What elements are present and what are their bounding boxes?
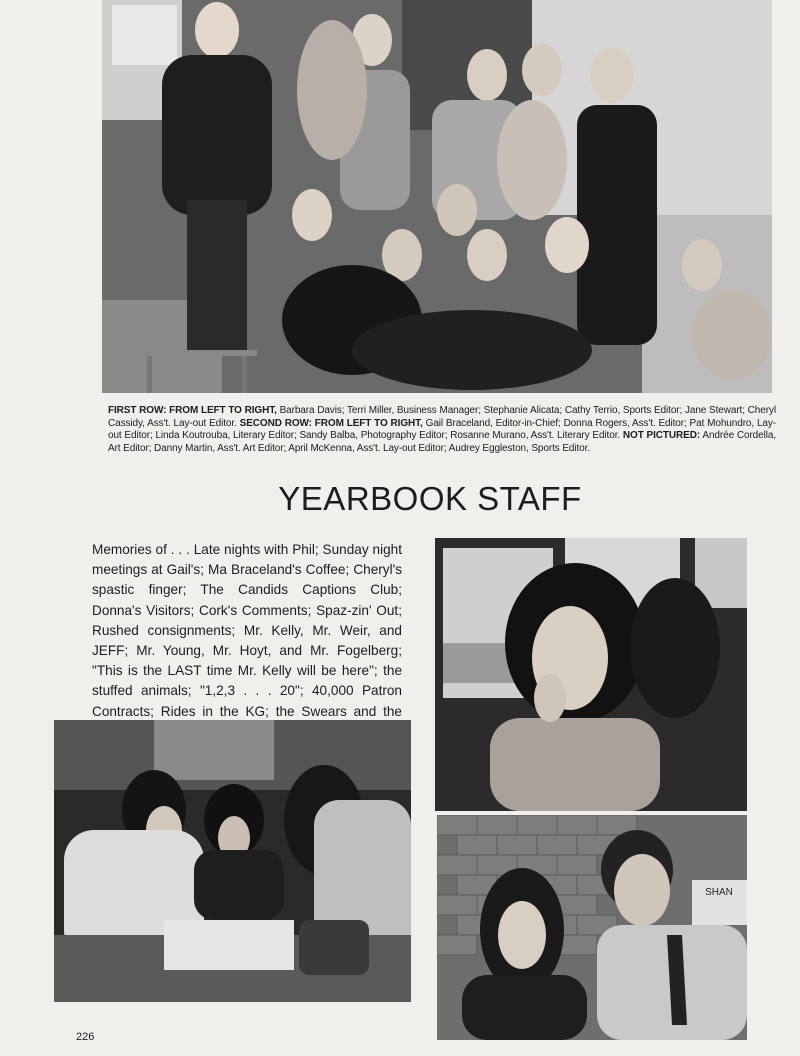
caption-first-row-heading: FIRST ROW: FROM LEFT TO RIGHT, xyxy=(108,405,277,416)
working-group-photo xyxy=(54,720,411,1002)
caption-first-row-names: Barbara Davis; Terri Miller, Business Manager; Stephanie Alicata; Cathy Terrio, Sports Editor; Jane Stewart; Cheryl Cassidy, Ass't. Lay-out Editor. xyxy=(108,405,776,429)
sign-text: SHAN xyxy=(705,887,733,898)
pair-photo xyxy=(437,815,747,1040)
caption-not-pictured-heading: NOT PICTURED: xyxy=(622,430,701,442)
portrait-photo-icon xyxy=(435,538,747,811)
page-number: 226 xyxy=(76,1031,95,1043)
caption-not-pictured-names: Andrée Cordella, Art Editor; Danny Martin, Ass't. Art Editor; April McKenna, Ass't. Lay-out Editor; Audrey Eggleston, Sports Editor. xyxy=(108,430,776,454)
pair-photo-icon xyxy=(437,815,747,1040)
caption-second-row-heading: SECOND ROW: FROM LEFT TO RIGHT, xyxy=(239,417,423,429)
caption-second-row-names: Gail Braceland, Editor-in-Chief; Donna Rogers, Ass't. Editor; Pat Mohundro, Lay-out Editor; Linda Koutrouba, Literary Editor; Sandy Balba, Photography Editor; Rosanne Murano, Ass't. Literary Editor. xyxy=(108,417,776,442)
portrait-photo xyxy=(435,538,747,811)
memories-paragraph: Memories of . . . Late nights with Phil; Sunday night meetings at Gail's; Ma Braceland's Coffee; Cheryl's spastic finger; The Candids Captions Club; Donna's Visitors; Cork's Comments; Spaz-zin' Out; Rushed consignments; Mr. Kelly, Mr. Weir, and JEFF; Mr. Young, Mr. Hoyt, and Mr. Fogelberg; "This is the LAST time Mr. Kelly will be here"; the stuffed animals; "1,2,3 . . . 20"; 40,000 Patron Contracts; Rides in the KG; the Swears and the xyxy=(92,542,402,719)
photo-caption xyxy=(108,405,776,455)
top-group-photo xyxy=(102,0,772,393)
group-photo-icon xyxy=(102,0,772,393)
working-group-photo-icon xyxy=(54,720,411,1002)
page-title: YEARBOOK STAFF xyxy=(278,480,582,517)
